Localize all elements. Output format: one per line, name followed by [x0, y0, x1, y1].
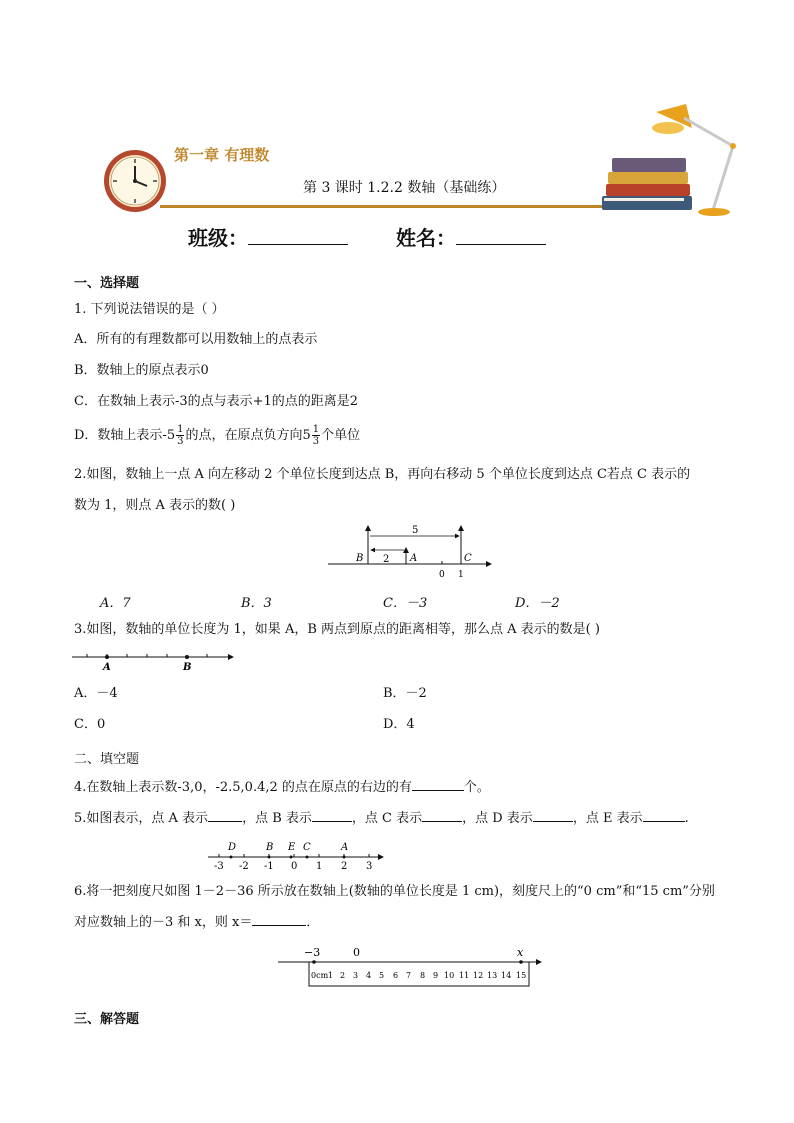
q1-option-d: D．数轴上表示-5 $\frac{1}{3}$ 的点，在原点负方向5 $\frac{1}{3}$ 个单位 — [74, 424, 361, 447]
q5-number-line-figure — [206, 838, 386, 872]
label-5: 5 — [412, 525, 419, 536]
q1-stem: 1. 下列说法错误的是（ ） — [74, 302, 225, 317]
ruler-label: 4 — [366, 971, 372, 980]
q5-blank-c[interactable] — [422, 809, 462, 822]
ruler-label: 12 — [473, 971, 484, 980]
q3-option-b: B．－2 — [383, 686, 427, 701]
q5-stem: 5.如图表示，点 A 表示 ，点 B 表示 ，点 C 表示 ，点 D 表示 ，点 E 表示 . — [74, 811, 689, 826]
q5-blank-e[interactable] — [643, 809, 685, 822]
point-d-label: D — [228, 842, 237, 853]
tick-1-label: 1 — [458, 570, 464, 580]
tick-label: 2 — [341, 861, 348, 872]
q5-blank-d[interactable] — [533, 809, 573, 822]
q2-option-b: B．3 — [241, 596, 272, 611]
lesson-title: 第 3 课时 1.2.2 数轴（基础练） — [303, 180, 506, 196]
name-input[interactable] — [456, 226, 546, 245]
q2-stem-line1: 2.如图，数轴上一点 A 向左移动 2 个单位长度到达点 B，再向右移动 5 个单位长度到达点 C若点 C 表示的 — [74, 467, 691, 482]
tick-label: -2 — [239, 861, 249, 872]
q3-number-line-figure — [70, 646, 236, 672]
point-c-label: C — [303, 842, 311, 853]
axis-x-label: x — [517, 946, 524, 959]
tick-label: 1 — [316, 861, 323, 872]
tick-0-label: 0 — [439, 570, 445, 580]
ruler-label: 8 — [420, 971, 426, 980]
point-b-label: B — [183, 662, 192, 672]
q2-stem-line2: 数为 1，则点 A 表示的数( ) — [74, 498, 236, 513]
q1-option-b: B．数轴上的原点表示0 — [74, 363, 209, 378]
point-a-label: A — [103, 662, 111, 672]
q5-blank-b[interactable] — [312, 809, 352, 822]
ruler-label: 1 — [328, 971, 334, 980]
q2-number-line-figure — [326, 520, 496, 582]
header-divider — [160, 205, 610, 208]
tick-label: -3 — [214, 861, 224, 872]
q2-option-a: A．7 — [100, 596, 131, 611]
q3-stem: 3.如图，数轴的单位长度为 1，如果 A，B 两点到原点的距离相等，那么点 A 表示的数是( ) — [74, 622, 600, 637]
q3-option-a: A．－4 — [74, 686, 118, 701]
class-label: 班级： — [188, 222, 348, 251]
q6-answer-blank[interactable] — [252, 913, 306, 926]
ruler-label: 14 — [501, 971, 512, 980]
point-c-label: C — [464, 553, 472, 564]
fraction: $\frac{1}{3}$ — [312, 424, 320, 447]
axis-zero-label: 0 — [353, 946, 360, 959]
q3-option-d: D．4 — [383, 717, 415, 732]
q4-answer-blank[interactable] — [412, 778, 464, 791]
q6-stem-line1: 6.将一把刻度尺如图 1－2－36 所示放在数轴上(数轴的单位长度是 1 cm)，刻度尺上的“0 cm”和“15 cm”分别 — [74, 884, 715, 899]
point-e-label: E — [288, 842, 296, 853]
tick-label: -1 — [264, 861, 274, 872]
q4-stem: 4.在数轴上表示数-3,0，-2.5,0.4,2 的点在原点的右边的有 个。 — [74, 780, 490, 795]
ruler-label: 9 — [433, 971, 439, 980]
point-b-label: B — [266, 842, 274, 853]
ruler-label: 10 — [444, 971, 455, 980]
ruler-label: 2 — [340, 971, 346, 980]
q1-option-c: C．在数轴上表示-3的点与表示+1的点的距离是2 — [74, 394, 359, 409]
point-a-label: A — [410, 553, 418, 564]
q3-option-c: C．0 — [74, 717, 106, 732]
ruler-label: 13 — [487, 971, 498, 980]
name-label: 姓名： — [396, 222, 546, 251]
axis-minus-3-label: −3 — [304, 946, 321, 959]
q5-blank-a[interactable] — [208, 809, 242, 822]
fraction: $\frac{1}{3}$ — [177, 424, 184, 447]
tick-label: 0 — [291, 861, 298, 872]
tick-label: 3 — [366, 861, 373, 872]
chapter-title: 第一章 有理数 — [174, 146, 270, 164]
q1-option-a: A．所有的有理数都可以用数轴上的点表示 — [74, 332, 318, 347]
ruler-label: 7 — [406, 971, 412, 980]
q2-option-c: C．－3 — [383, 596, 428, 611]
books-lamp-illustration — [598, 98, 743, 220]
ruler-label: 5 — [379, 971, 385, 980]
ruler-label: 3 — [353, 971, 359, 980]
q6-stem-line2: 对应数轴上的－3 和 x，则 x＝ ． — [74, 915, 320, 930]
q6-ruler-figure — [276, 942, 544, 990]
section-fill: 二、填空题 — [74, 752, 140, 767]
ruler-label: 6 — [393, 971, 399, 980]
point-a-label: A — [341, 842, 349, 853]
clock-icon — [102, 148, 168, 214]
q2-option-d: D．－2 — [515, 596, 560, 611]
label-2: 2 — [383, 554, 390, 565]
ruler-label: 15 — [516, 971, 527, 980]
section-choice: 一、选择题 — [74, 276, 140, 291]
section-answer: 三、解答题 — [74, 1012, 140, 1027]
ruler-label: 11 — [459, 971, 470, 980]
point-b-label: B — [356, 553, 364, 564]
ruler-label: 0cm — [311, 971, 329, 980]
class-input[interactable] — [248, 226, 348, 245]
